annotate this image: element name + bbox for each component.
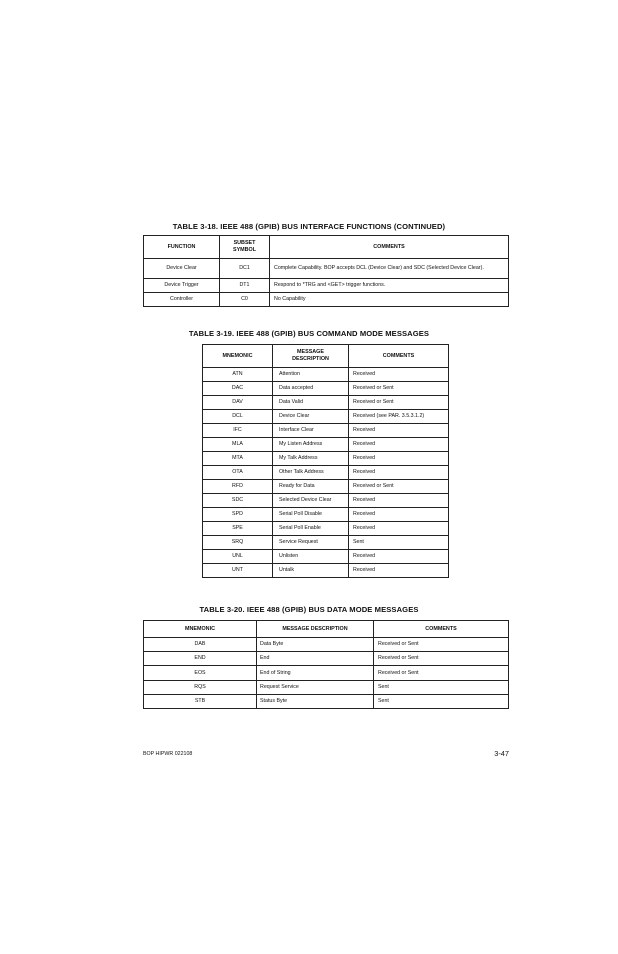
page-number: 3-47 [494,749,509,758]
table-row [203,382,449,396]
table-cell: DT1 [220,279,270,293]
table-row [144,279,509,293]
column-header: COMMENTS [374,621,509,638]
table-row [144,652,509,666]
table-cell: Received [349,438,449,452]
table-cell: SDC [203,494,273,508]
table-cell: Received [349,550,449,564]
table-cell: SRQ [203,536,273,550]
table-row [203,522,449,536]
table-cell: Untalk [273,564,349,578]
table-row [203,466,449,480]
table-row [144,694,509,708]
table-row [203,480,449,494]
table-cell: Received or Sent [349,396,449,410]
table-row [203,508,449,522]
table-row [144,680,509,694]
table-cell: Device Clear [273,410,349,424]
table-cell: EOS [144,666,257,680]
table-cell: No Capability [270,293,509,307]
column-header: COMMENTS [349,345,449,368]
table-cell: My Talk Address [273,452,349,466]
table-cell: Received [349,368,449,382]
table-cell: Received (see PAR. 3.5.3.1.2) [349,410,449,424]
table-row [203,410,449,424]
table-cell: IFC [203,424,273,438]
table-cell: Sent [374,680,509,694]
column-header: SUBSET SYMBOL [220,236,270,259]
table-cell: Received [349,564,449,578]
table-cell: Data Byte [257,638,374,652]
table-cell: OTA [203,466,273,480]
table-cell: Sent [374,694,509,708]
table-cell: Interface Clear [273,424,349,438]
table-row [203,564,449,578]
column-header: MESSAGE DESCRIPTION [273,345,349,368]
table-cell: Received or Sent [374,652,509,666]
table-cell: Status Byte [257,694,374,708]
table-cell: DAV [203,396,273,410]
table-cell: Received [349,424,449,438]
table-cell: Respond to *TRG and <GET> trigger functions. [270,279,509,293]
table-cell: DCL [203,410,273,424]
table-cell: DAC [203,382,273,396]
table-cell: Sent [349,536,449,550]
table-20-title: TABLE 3-20. IEEE 488 (GPIB) BUS DATA MODE MESSAGES [199,605,419,614]
table-cell: My Listen Address [273,438,349,452]
table-cell: Other Talk Address [273,466,349,480]
table-cell: MTA [203,452,273,466]
column-header: MNEMONIC [203,345,273,368]
table-header-row [144,621,509,638]
table-cell: RQS [144,680,257,694]
table-cell: SPD [203,508,273,522]
table-row [203,438,449,452]
table-cell: Received [349,452,449,466]
table-cell: End [257,652,374,666]
table-19 [202,344,449,578]
table-cell: Selected Device Clear [273,494,349,508]
table-cell: DAB [144,638,257,652]
table-cell: Received [349,508,449,522]
table-18 [143,235,509,307]
column-header: MNEMONIC [144,621,257,638]
table-cell: Complete Capability. BOP accepts DCL (Device Clear) and SDC (Selected Device Clear). [270,259,509,279]
column-header: MESSAGE DESCRIPTION [257,621,374,638]
document-id: BOP HIPWR 022108 [143,751,193,757]
table-row [144,638,509,652]
table-row [144,666,509,680]
table-cell: Serial Poll Disable [273,508,349,522]
table-cell: Service Request [273,536,349,550]
table-cell: UNT [203,564,273,578]
table-cell: Data Valid [273,396,349,410]
column-header: FUNCTION [144,236,220,259]
table-header-row [144,236,509,259]
table-20 [143,620,509,709]
table-cell: ATN [203,368,273,382]
table-cell: Data accepted [273,382,349,396]
table-header-row [203,345,449,368]
table-cell: Device Clear [144,259,220,279]
table-row [203,424,449,438]
table-cell: END [144,652,257,666]
table-cell: Serial Poll Enable [273,522,349,536]
table-cell: Unlisten [273,550,349,564]
table-row [144,259,509,279]
table-cell: DC1 [220,259,270,279]
table-cell: Controller [144,293,220,307]
table-cell: Received or Sent [374,666,509,680]
table-cell: SPE [203,522,273,536]
table-cell: Received or Sent [349,382,449,396]
table-18-title: TABLE 3-18. IEEE 488 (GPIB) BUS INTERFACE FUNCTIONS (CONTINUED) [172,222,446,231]
table-row [203,368,449,382]
table-cell: Attention [273,368,349,382]
table-row [203,536,449,550]
table-cell: Received or Sent [374,638,509,652]
table-cell: Request Service [257,680,374,694]
table-row [203,396,449,410]
table-cell: UNL [203,550,273,564]
table-cell: MLA [203,438,273,452]
table-cell: Ready for Data [273,480,349,494]
table-row [144,293,509,307]
table-cell: End of String [257,666,374,680]
table-cell: RFD [203,480,273,494]
column-header: COMMENTS [270,236,509,259]
table-row [203,550,449,564]
table-row [203,452,449,466]
table-cell: Received or Sent [349,480,449,494]
table-cell: Device Trigger [144,279,220,293]
table-cell: Received [349,466,449,480]
table-cell: C0 [220,293,270,307]
table-cell: Received [349,494,449,508]
table-cell: STB [144,694,257,708]
table-19-title: TABLE 3-19. IEEE 488 (GPIB) BUS COMMAND MODE MESSAGES [188,329,430,338]
table-cell: Received [349,522,449,536]
table-row [203,494,449,508]
